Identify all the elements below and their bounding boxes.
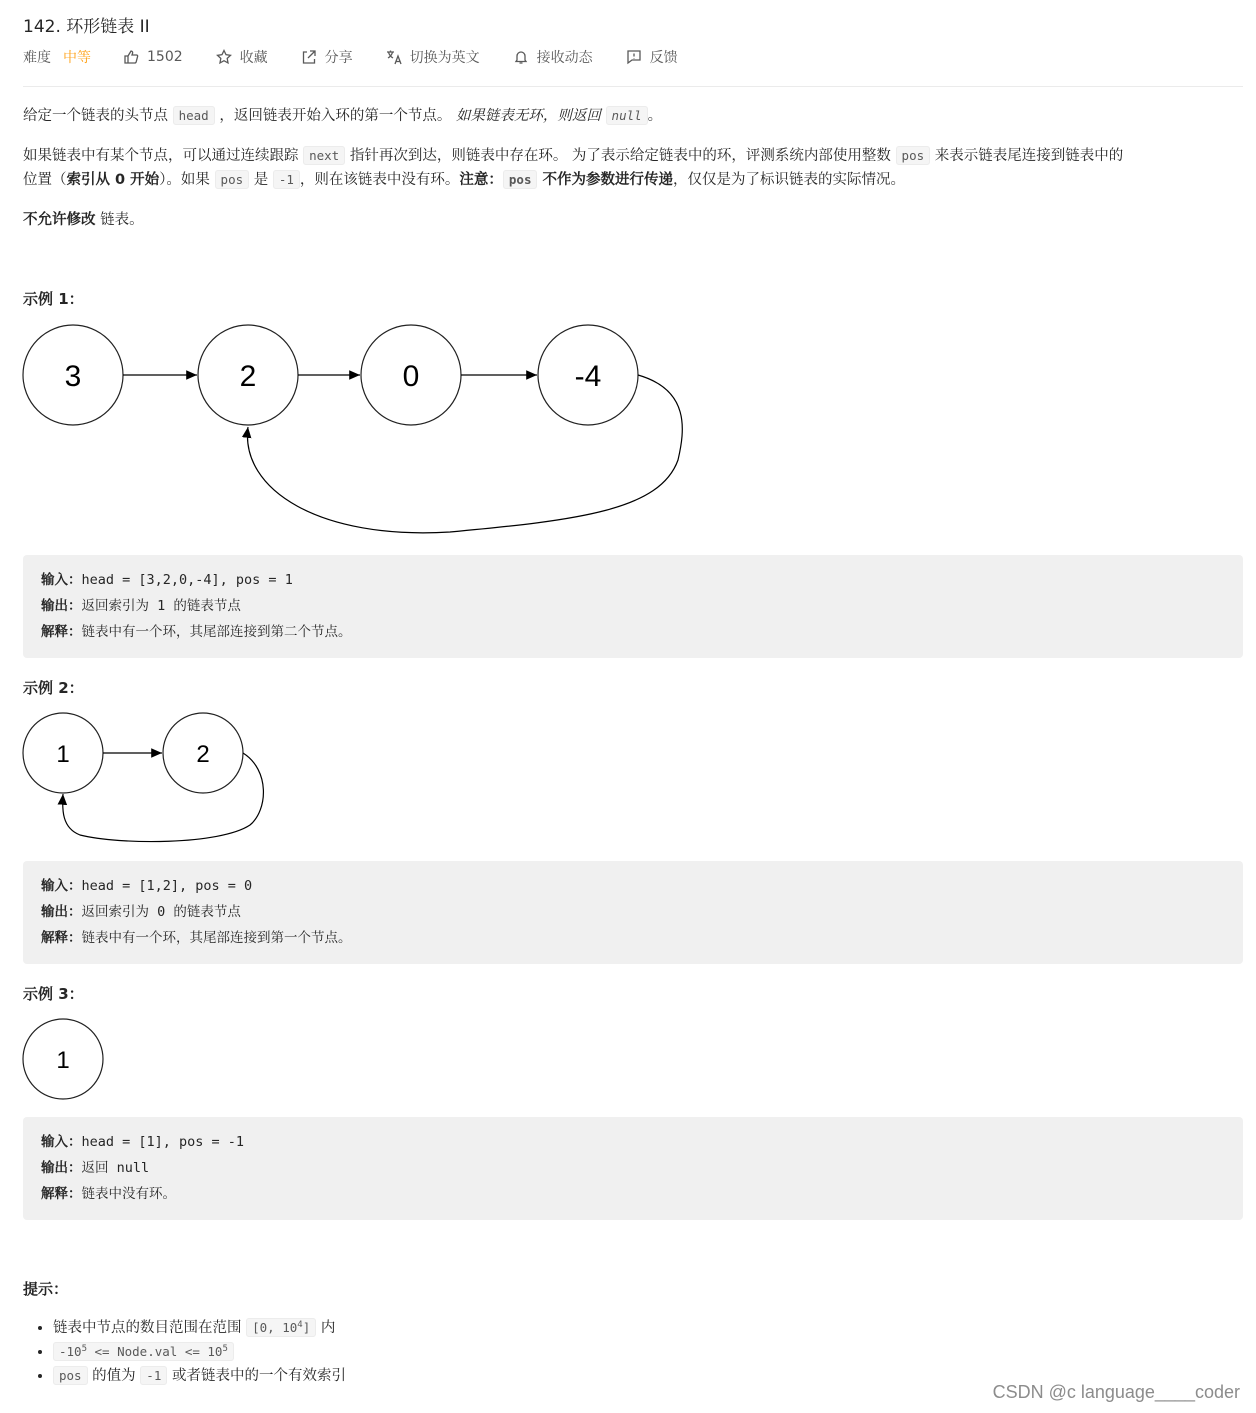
- text: 来表示链表尾连接到链表中的: [930, 148, 1124, 164]
- hint-item: [53, 1316, 346, 1340]
- list-node: [23, 713, 103, 793]
- text: ，仅仅是为了标识链表的实际情况。: [673, 172, 906, 188]
- input-value: head = [3,2,0,-4], pos = 1: [81, 572, 293, 588]
- list-node: [23, 1019, 103, 1099]
- example-3-title: 示例 3：: [23, 985, 84, 1003]
- feedback-label: 反馈: [649, 50, 678, 66]
- translate-icon: [386, 49, 402, 65]
- inline-code: head: [173, 106, 215, 125]
- like-button[interactable]: [123, 49, 183, 65]
- explain-value: 链表中有一个环，其尾部连接到第一个节点。: [81, 930, 352, 946]
- bell-icon: [513, 49, 529, 65]
- node-value: 3: [64, 360, 82, 393]
- problem-meta-bar: [23, 46, 711, 68]
- output-label: 输出：: [41, 598, 82, 614]
- inline-code: null: [606, 106, 648, 125]
- explain-label: 解释：: [41, 624, 82, 640]
- hint-item: [53, 1340, 346, 1364]
- inline-code: pos: [896, 146, 931, 165]
- inline-code: [53, 1342, 234, 1361]
- superscript: 5: [222, 1343, 228, 1354]
- text: 链表中节点的数目范围在范围: [53, 1320, 247, 1336]
- subscribe-label: 接收动态: [536, 50, 593, 66]
- share-label: 分享: [324, 50, 353, 66]
- text: 位置（: [23, 172, 67, 188]
- explain-value: 链表中有一个环，其尾部连接到第二个节点。: [81, 624, 352, 640]
- node-value: 1: [56, 1047, 70, 1074]
- bold-text: 不允许修改: [23, 212, 96, 228]
- code-text: -10: [59, 1344, 82, 1359]
- node-value: -4: [574, 360, 602, 393]
- thumbs-up-icon: [123, 49, 139, 65]
- problem-title: 142. 环形链表 II: [23, 17, 150, 37]
- inline-code: pos: [215, 170, 250, 189]
- text: 。: [647, 108, 663, 124]
- output-value: 返回 null: [81, 1160, 150, 1176]
- output-label: 输出：: [41, 904, 82, 920]
- example-2-diagram: [20, 710, 280, 850]
- explain-label: 解释：: [41, 1186, 82, 1202]
- example-2-box: [23, 861, 1243, 964]
- switch-language-button[interactable]: [386, 47, 480, 67]
- explain-value: 链表中没有环。: [81, 1186, 176, 1202]
- text: 的值为: [87, 1368, 141, 1384]
- input-label: 输入：: [41, 572, 82, 588]
- list-node: [361, 325, 461, 425]
- text: 内: [316, 1320, 336, 1336]
- hint-item: [53, 1364, 346, 1388]
- superscript: 4: [297, 1319, 303, 1330]
- text: 给定一个链表的头节点: [23, 108, 173, 124]
- node-value: 1: [56, 741, 70, 768]
- node-value: 2: [239, 360, 257, 393]
- text: 链表。: [95, 212, 144, 228]
- list-node: [23, 325, 123, 425]
- node-value: 2: [196, 741, 210, 768]
- bold-text: 注意：: [459, 172, 503, 188]
- output-label: 输出：: [41, 1160, 82, 1176]
- node-value: 0: [402, 360, 420, 393]
- example-1-diagram: [20, 320, 700, 540]
- feedback-icon: [626, 49, 642, 65]
- explain-label: 解释：: [41, 930, 82, 946]
- inline-code: [246, 1318, 316, 1337]
- text: 是: [249, 172, 273, 188]
- code-text: [0, 10: [252, 1320, 298, 1335]
- difficulty-label: 难度: [23, 50, 51, 66]
- switch-language-label: 切换为英文: [409, 50, 480, 66]
- favorite-button[interactable]: [216, 47, 268, 67]
- description-paragraph-3: [23, 209, 144, 232]
- text: 或者链表中的一个有效索引: [167, 1368, 346, 1384]
- text: 如果链表中有某个节点，可以通过连续跟踪: [23, 148, 304, 164]
- inline-code: -1: [140, 1366, 167, 1385]
- header-divider: [23, 86, 1243, 87]
- list-node: [538, 325, 638, 425]
- description-paragraph-1: [23, 104, 662, 128]
- share-icon: [301, 49, 317, 65]
- superscript: 5: [81, 1343, 87, 1354]
- text: ，返回链表开始入环的第一个节点。: [214, 108, 456, 124]
- code-text: ]: [302, 1320, 311, 1335]
- example-2-title: 示例 2：: [23, 679, 84, 697]
- bold-text: 不作为参数进行传递: [537, 172, 674, 188]
- output-value: 返回索引为 0 的链表节点: [81, 904, 241, 920]
- inline-code: pos: [53, 1366, 88, 1385]
- subscribe-button[interactable]: [513, 47, 593, 67]
- inline-code: pos: [503, 170, 538, 189]
- code-text: <= Node.val <= 10: [87, 1344, 223, 1359]
- like-count: 1502: [147, 49, 183, 65]
- input-value: head = [1,2], pos = 0: [81, 878, 253, 894]
- text: ，则在该链表中没有环。: [299, 172, 460, 188]
- watermark: CSDN @c language____coder: [992, 1382, 1240, 1402]
- difficulty-badge: 中等: [63, 50, 91, 66]
- inline-code: -1: [273, 170, 300, 189]
- hints-list: [53, 1316, 346, 1388]
- inline-code: next: [303, 146, 345, 165]
- example-1-title: 示例 1：: [23, 290, 84, 308]
- example-3-box: [23, 1117, 1243, 1220]
- feedback-button[interactable]: [626, 47, 678, 67]
- text: 指针再次到达，则链表中存在环。 为了表示给定链表中的环，评测系统内部使用整数: [345, 148, 896, 164]
- italic-text: 如果链表无环，则返回: [455, 108, 606, 124]
- list-node: [198, 325, 298, 425]
- list-node: [163, 713, 243, 793]
- input-label: 输入：: [41, 1134, 82, 1150]
- example-3-diagram: [20, 1016, 110, 1106]
- bold-text: 索引从 0 开始: [66, 172, 160, 188]
- star-icon: [216, 49, 232, 65]
- input-value: head = [1], pos = -1: [81, 1134, 245, 1150]
- example-1-box: [23, 555, 1243, 658]
- favorite-label: 收藏: [239, 50, 268, 66]
- share-button[interactable]: [301, 47, 353, 67]
- description-paragraph-2: [23, 144, 1248, 192]
- text: ）。如果: [159, 172, 215, 188]
- input-label: 输入：: [41, 878, 82, 894]
- hints-title: 提示：: [23, 1280, 69, 1298]
- output-value: 返回索引为 1 的链表节点: [81, 598, 241, 614]
